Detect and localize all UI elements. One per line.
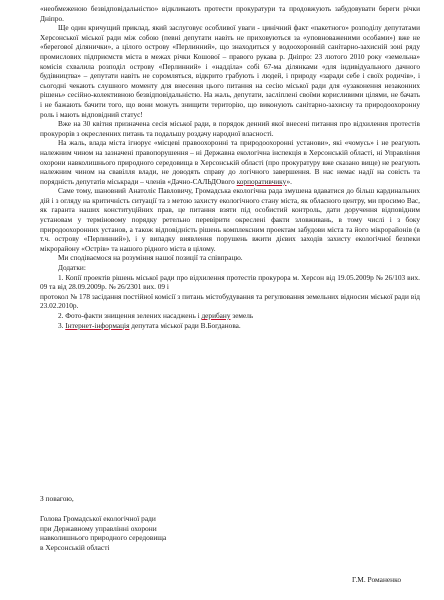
attachment-2-text: 2. Фото-факти знищення зелених насаджень і xyxy=(58,311,200,320)
signatory-block xyxy=(40,514,280,552)
attachment-2-underlined: дерибану xyxy=(201,311,231,320)
attachment-item-1: 1. Копії проектів рішень міської ради про відхилення протестів прокурора м. Херсон від 19.05.2009р № 26/103 вих. 09 та від 28.09.2009р. № 26/2301 вих. 09 і xyxy=(40,272,420,292)
signatory-line: при Державному управлінні охорони xyxy=(40,523,157,533)
attachment-3-number: 3. xyxy=(58,320,64,330)
closing-regards: З повагою, xyxy=(40,494,74,503)
signatory-line: навколишнього природного середовища xyxy=(40,533,167,543)
attachment-item-1-cont: протокол № 178 засідання постійної комісії з питань містобудування та регулювання земельних відносин міської ради від 23.02.2010р. xyxy=(40,291,420,311)
attachment-3-end: депутата міської ради В.Богданова. xyxy=(131,320,241,330)
attachments-heading: Додатки: xyxy=(58,263,86,273)
attachment-2-end: земель xyxy=(232,311,254,320)
attachment-3-underlined: Інтернет-інформація xyxy=(65,320,130,330)
paragraph-session-april: Вже на 30 квітня призначена сесія міської ради, в порядок денний якої внесені питання про відхилення протестів прокурорів з окресленних питань та подальшу роздачу народної власності. xyxy=(40,119,420,138)
paragraph-opening: «необмеженою безвідповідальністю» відкликають протести прокуратури та продовжують забудовувати береги річки Дніпро. xyxy=(40,4,420,23)
corporate-word-underlined: корпоративчику xyxy=(236,176,287,186)
attachment-item-2 xyxy=(40,311,420,321)
attachments-list xyxy=(40,263,420,330)
signatory-line: в Херсонській області xyxy=(40,542,110,552)
signatory-name: Г.М. Романенко xyxy=(352,575,402,584)
paragraph-authorities-ignore xyxy=(40,138,420,186)
paragraph-perlynnyi-island: Ще один кричущий приклад, який заслуговує особливої уваги - цинічний факт «пакетного» розподілу депутатами Херсонської міської ради між собою (певні депутати навіть не приховуються за «уповноваженими особами») вже не «берегової ділянички», а цілого острову «Перлинний», що знаходиться у водоохоронній санітарно-захисній зоні ряду промислових підприємств міста в межах річки Кошової – правого рукава р. Дніпро: 23 лютого 2010 року «земельна» комісія схвалила розподіл острову «Перлинний» і «надділа» собі 67-ма ділянками «для індивідуального дачного будівництва» – депутати навіть не соромляться, відкрито грабують і людей, і природу «заради себе і своїх родичів», і сьогодні чекають слушного моменту для внесення цього питання на сесію міської ради для «узаконення незаконних рішень» сесійно-колективною безвідповідальністю. На жаль, депутати, засліплені своїми корисливими цілями, не бачать і не бажають бачити того, що вони можуть знищити територію, що виконують санітарно-захисну та природоохоронну роль і мають відповідний статус! xyxy=(40,23,420,119)
signatory-line: Голова Громадської екологічної ради xyxy=(40,514,156,523)
attachment-item-3 xyxy=(40,321,420,331)
paragraph-request: Саме тому, шановний Анатоліє Павловичу, Громадська екологічна рада змушена вдаватися до більш кардинальних дій і з огляду на критичність ситуації та з метою захисту екологічного стану міста, як обласного центру, ми просимо Вас, як гаранта наших конституційних прав, це питання взяти під особистий контроль, дати доручення відповідним установам у терміновому порядку ретельно перевірити окреслені факти зловживань, в тому числі і з боку природоохоронних установ, а також відповідність рішень комплексним проектам забудови міста та його мікрорайонів (в т.ч. острову «Перлинний»), і у випадку виявлення порушень вжити дієвих заходів захисту екологічної безпеки мікрорайону «Острів» та нашого рідного міста в цілому. xyxy=(40,186,420,253)
paragraph-cooperation: Ми сподіваємося на розуміння нашої позиції та співпрацю. xyxy=(58,253,243,263)
letter-body xyxy=(40,4,420,330)
paragraph-authorities-text: На жаль, влада міста ігнорує «місцеві правоохоронні та природоохоронні установи», які «чомусь» і не реагують належним чином на зазначені правопорушення – ні Державна екологічна інспекція в Херсонській області, ні Управління охорони навколишнього природного середовища в Херсонській області (про прокуратуру вже сказано вище) не реагують належним чином на свавілля влади, не доводять справу до логічного завершення. В нас немає надії на совість та порядність депутатів міськради – членів «Дачно-САЛЬДОвого xyxy=(40,138,420,186)
paragraph-authorities-end: ». xyxy=(286,176,292,186)
